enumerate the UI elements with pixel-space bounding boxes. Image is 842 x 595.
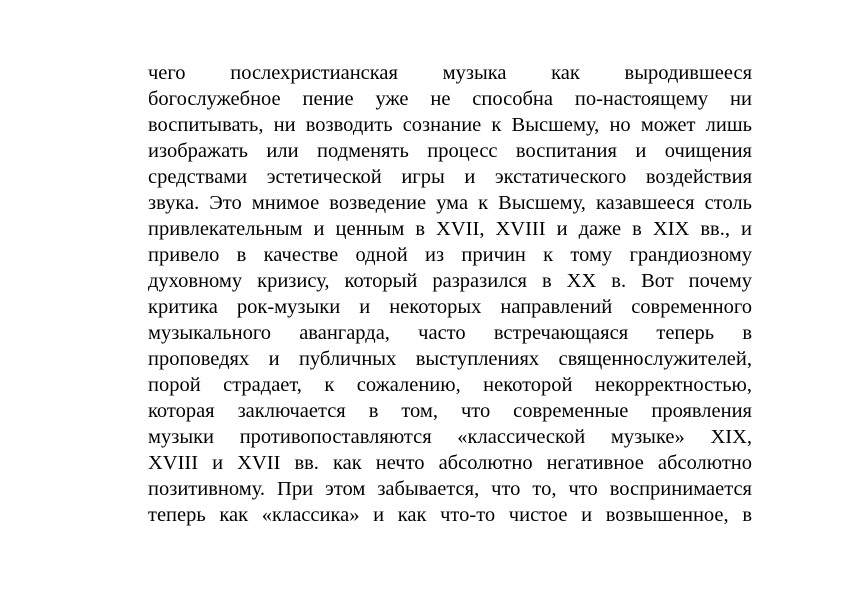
body-text	[148, 60, 752, 528]
text-line-14: которая заключается в том, что современные проявления	[148, 400, 752, 422]
text-line-18: теперь как «классика» и как что-то чистое и возвышенное, в	[148, 504, 752, 526]
text-line-12: проповедях и публичных выступлениях священнослужителей,	[148, 348, 752, 370]
text-line-7: привлекательным и ценным в XVII, XVIII и даже в XIX вв., и	[148, 218, 752, 240]
text-line-3: воспитывать, ни возводить сознание к Высшему, но может лишь	[148, 114, 752, 136]
text-line-5: средствами эстетической игры и экстатического воздействия	[148, 166, 752, 188]
text-line-8: привело в качестве одной из причин к тому грандиозному	[148, 244, 752, 266]
text-line-13: порой страдает, к сожалению, некоторой некорректностью,	[148, 374, 752, 396]
text-line-10: критика рок-музыки и некоторых направлений современного	[148, 296, 752, 318]
text-line-11: музыкального авангарда, часто встречающаяся теперь в	[148, 322, 752, 344]
text-line-2: богослужебное пение уже не способна по-настоящему ни	[148, 88, 752, 110]
text-line-9: духовному кризису, который разразился в XX в. Вот почему	[148, 270, 752, 292]
text-line-1: чего послехристианская музыка как выродившееся	[148, 62, 752, 84]
text-line-6: звука. Это мнимое возведение ума к Высшему, казавшееся столь	[148, 192, 752, 214]
text-line-16: XVIII и XVII вв. как нечто абсолютно негативное абсолютно	[148, 452, 752, 474]
text-line-17: позитивному. При этом забывается, что то, что воспринимается	[148, 478, 752, 500]
text-line-15: музыки противопоставляются «классической музыке» XIX,	[148, 426, 752, 448]
text-line-4: изображать или подменять процесс воспитания и очищения	[148, 140, 752, 162]
